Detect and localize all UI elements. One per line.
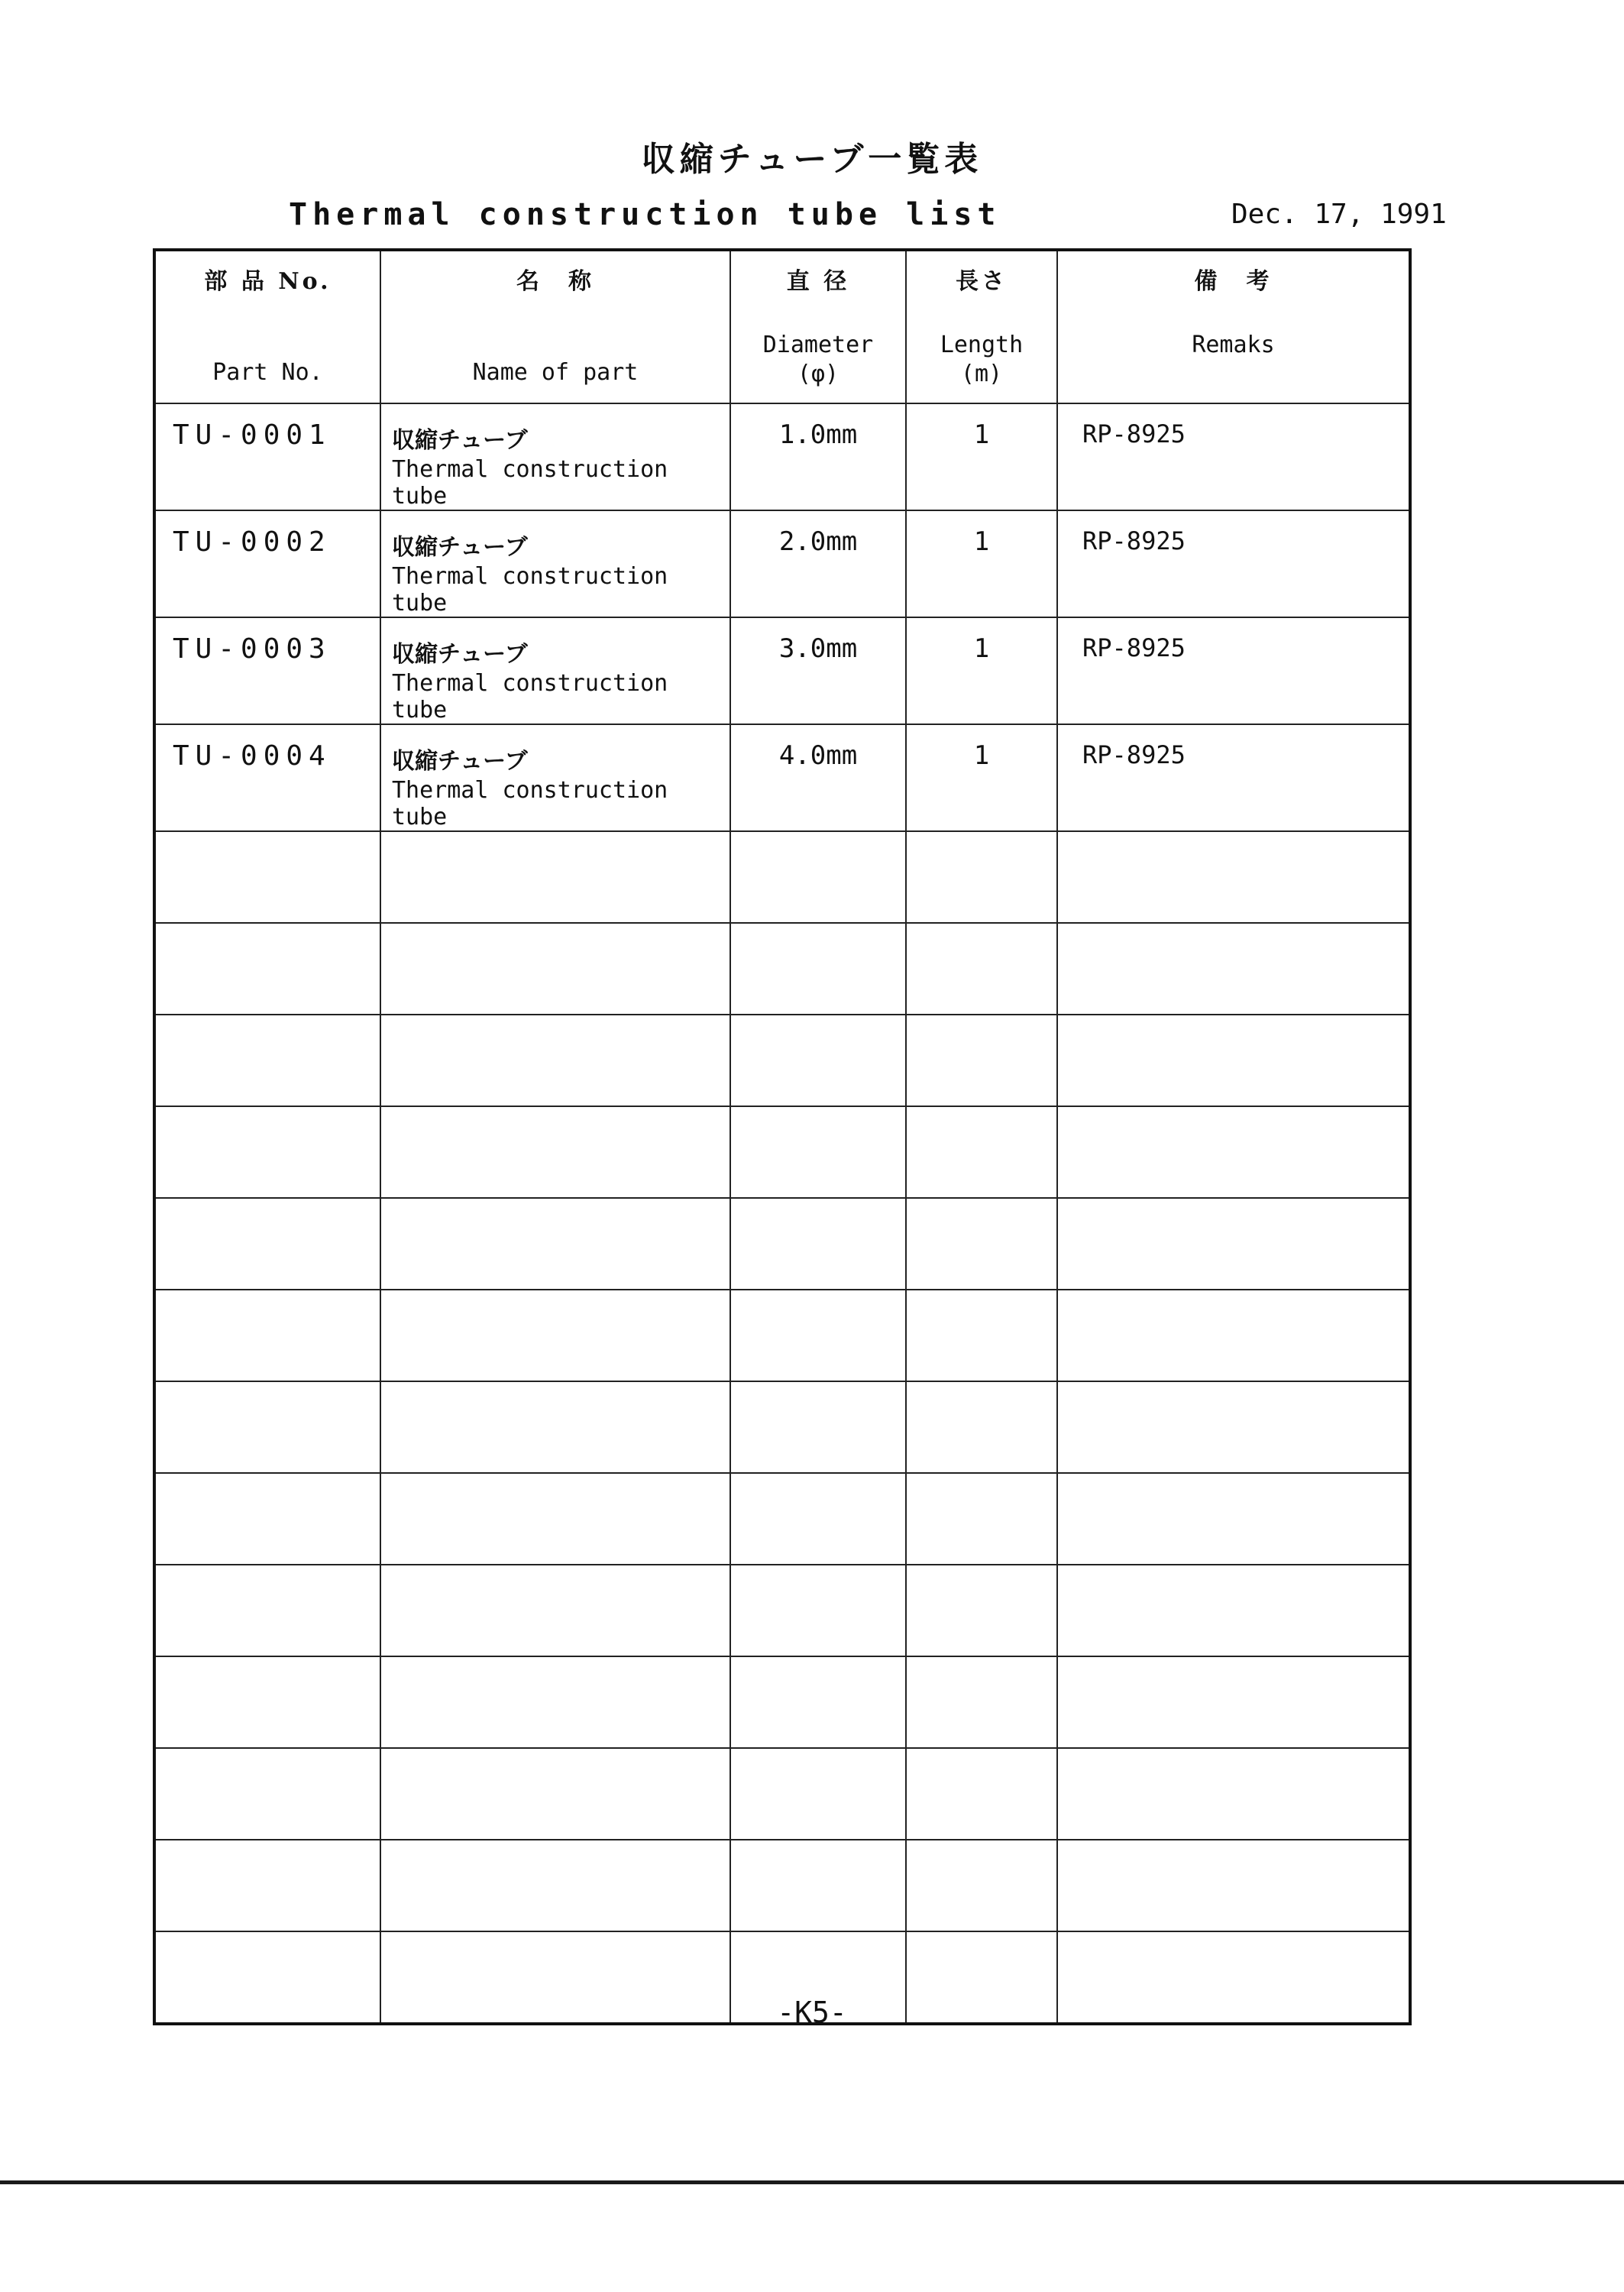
cell-part-no xyxy=(154,724,380,831)
header-name xyxy=(380,250,730,403)
header-diameter-unit: (φ) xyxy=(797,361,839,387)
part-no-value: TU-0001 xyxy=(173,419,332,451)
cell-remarks xyxy=(1057,724,1410,831)
diameter-value: 4.0mm xyxy=(778,740,858,771)
header-length-jp: 長さ xyxy=(956,268,1008,295)
cell-remarks xyxy=(1057,510,1410,617)
cell-part-no xyxy=(154,617,380,724)
name-jp-value: 収縮チューブ xyxy=(392,427,528,454)
empty-table-row xyxy=(154,1198,1410,1290)
page-number: -K5- xyxy=(777,1996,847,2029)
header-name-jp: 名 称 xyxy=(516,268,594,295)
table-row xyxy=(154,724,1410,831)
tube-list-table xyxy=(153,248,1412,2025)
header-remarks-en: Remaks xyxy=(1192,332,1275,358)
length-value: 1 xyxy=(973,633,990,664)
header-remarks xyxy=(1057,250,1410,403)
remarks-value: RP-8925 xyxy=(1082,740,1186,769)
remarks-value: RP-8925 xyxy=(1082,419,1186,448)
name-en-value: Thermal construction tube xyxy=(392,456,668,510)
diameter-value: 1.0mm xyxy=(778,419,858,450)
cell-remarks xyxy=(1057,403,1410,510)
cell-diameter xyxy=(730,724,906,831)
name-en-value: Thermal construction tube xyxy=(392,563,668,617)
cell-length xyxy=(906,617,1057,724)
empty-table-row xyxy=(154,1015,1410,1106)
header-remarks-jp: 備 考 xyxy=(1194,268,1273,295)
header-diameter xyxy=(730,250,906,403)
name-en-value: Thermal construction tube xyxy=(392,777,668,830)
length-value: 1 xyxy=(973,419,990,450)
name-jp-value: 収縮チューブ xyxy=(392,748,528,775)
document-title-jp: 収縮チューブ一覧表 xyxy=(641,140,983,179)
header-diameter-en: Diameter xyxy=(762,332,874,358)
diameter-value: 3.0mm xyxy=(778,633,858,664)
empty-table-row xyxy=(154,831,1410,923)
cell-remarks xyxy=(1057,617,1410,724)
header-part-no-jp: 部 品 No. xyxy=(204,268,332,295)
remarks-value: RP-8925 xyxy=(1082,526,1186,555)
header-part-no xyxy=(154,250,380,403)
table-header-row xyxy=(154,250,1410,403)
name-en-value: Thermal construction tube xyxy=(392,670,668,724)
empty-table-row xyxy=(154,1840,1410,1931)
cell-name xyxy=(380,510,730,617)
empty-table-row xyxy=(154,1290,1410,1381)
cell-length xyxy=(906,403,1057,510)
cell-name xyxy=(380,617,730,724)
empty-table-row xyxy=(154,1381,1410,1473)
cell-name xyxy=(380,403,730,510)
cell-diameter xyxy=(730,617,906,724)
part-no-value: TU-0003 xyxy=(173,633,332,665)
name-jp-value: 収縮チューブ xyxy=(392,534,528,561)
remarks-value: RP-8925 xyxy=(1082,633,1186,662)
empty-table-row xyxy=(154,1748,1410,1840)
cell-part-no xyxy=(154,510,380,617)
header-diameter-jp: 直 径 xyxy=(786,268,850,295)
part-no-value: TU-0002 xyxy=(173,526,332,558)
cell-length xyxy=(906,510,1057,617)
cell-length xyxy=(906,724,1057,831)
document-date: Dec. 17, 1991 xyxy=(1231,199,1447,230)
name-jp-value: 収縮チューブ xyxy=(392,641,528,668)
empty-table-row xyxy=(154,1473,1410,1565)
header-length-unit: (m) xyxy=(960,361,1003,387)
empty-table-row xyxy=(154,1106,1410,1198)
document-title-en: Thermal construction tube list xyxy=(289,197,1001,232)
length-value: 1 xyxy=(973,740,990,771)
bottom-rule xyxy=(0,2180,1624,2184)
table-row xyxy=(154,403,1410,510)
cell-part-no xyxy=(154,403,380,510)
header-length xyxy=(906,250,1057,403)
header-name-en: Name of part xyxy=(472,359,639,386)
empty-table-row xyxy=(154,923,1410,1015)
empty-table-row xyxy=(154,1565,1410,1656)
header-length-en: Length xyxy=(940,332,1024,358)
table-row xyxy=(154,510,1410,617)
cell-name xyxy=(380,724,730,831)
cell-diameter xyxy=(730,403,906,510)
table-row xyxy=(154,617,1410,724)
cell-diameter xyxy=(730,510,906,617)
diameter-value: 2.0mm xyxy=(778,526,858,557)
header-part-no-en: Part No. xyxy=(212,359,323,386)
part-no-value: TU-0004 xyxy=(173,740,332,772)
empty-table-row xyxy=(154,1656,1410,1748)
length-value: 1 xyxy=(973,526,990,557)
